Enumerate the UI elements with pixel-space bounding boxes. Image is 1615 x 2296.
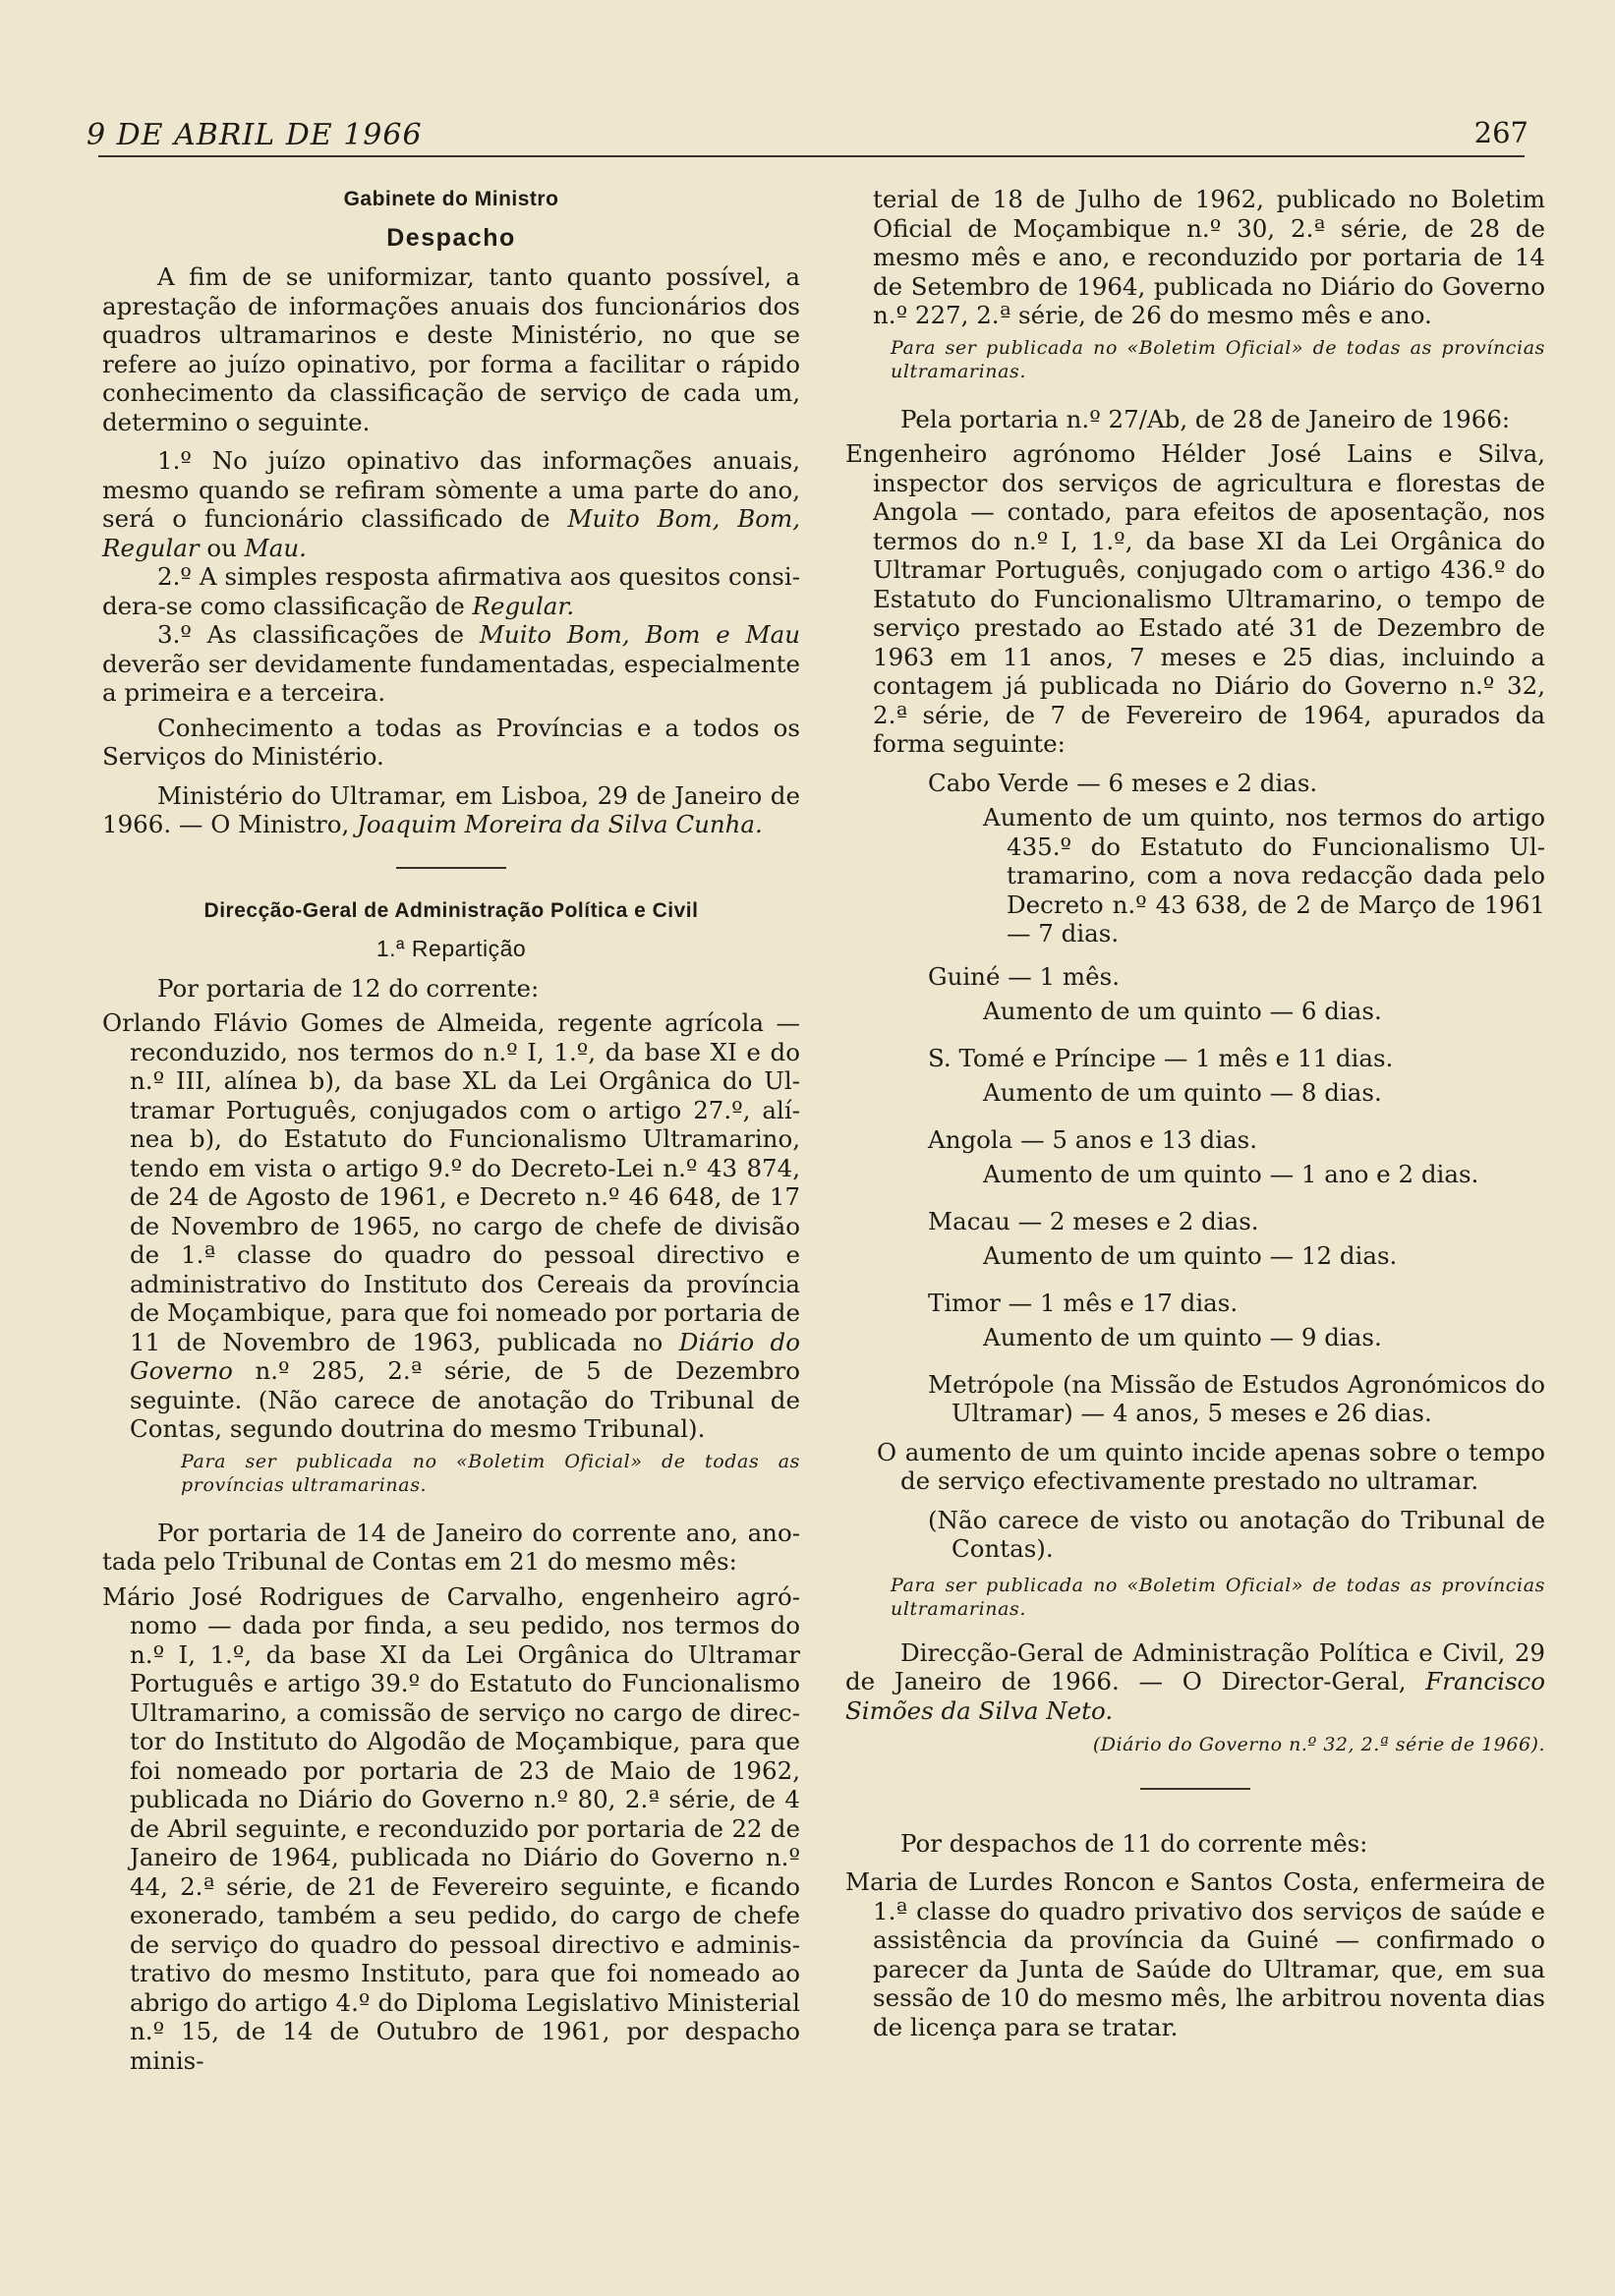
dispatch-item-1: 1.º No juízo opinativo das informações anuais, mesmo quando se refiram sòmente a uma parte do ano, será o funcionário classificado de Muito Bom, Bom, Regular ou Mau.: [102, 446, 800, 562]
cabinet-title: Gabinete do Ministro: [343, 188, 559, 210]
portaria-3-intro: Pela portaria n.º 27/Ab, de 28 de Janeiro de 1966:: [900, 404, 1511, 433]
despachos-intro: Por despachos de 11 do corrente mês:: [900, 1828, 1368, 1858]
portaria-2-continuation: terial de 18 de Julho de 1962, publicado no Boletim Oficial de Moçambique n.º 30, 2.ª série, de 28 de mesmo mês e ano, e reconduzido por portaria de 14 de Setembro de 1964, publicada no Diário do Governo n.º 227, 2.ª série, de 26 do mesmo mês e ano.: [873, 185, 1545, 329]
service-place: Timor — 1 mês e 17 dias.: [928, 1288, 1239, 1317]
directorate-title: Direcção-Geral de Administração Política e Civil: [203, 898, 699, 922]
portaria-2-text: Mário José Rodrigues de Carvalho, engenheiro agrónomo — dada por finda, a seu pedido, nos termos do n.º I, 1.º, da base XI da Lei Orgânica do Ultramar Português e artigo 39.º do Estatuto do Funcionalismo Ultramarino, a comissão de serviço no cargo de director do Instituto do Algodão de Moçambique, para que foi nomeado por portaria de 23 de Maio de 1962, publicada no Diário do Governo n.º 80, 2.ª série, de 4 de Abril seguinte, e reconduzido por portaria de 22 de Janeiro de 1964, publicada no Diário do Governo n.º 44, 2.ª série, de 21 de Fevereiro seguinte, e ficando exonerado, também a seu pedido, do cargo de chefe de serviço do quadro do pessoal directivo e administrativo do mesmo Instituto, para que foi nomeado ao abrigo do artigo 4.º do Diploma Legislativo Ministerial n.º 15, de 14 de Outubro de 1961, por despacho minis-: [102, 1581, 800, 2075]
portaria-1-text: Orlando Flávio Gomes de Almeida, regente agrícola — reconduzido, nos termos do n.º I, 1.º, da base XI e do n.º III, alínea b), da base XL da Lei Orgânica do Ultramar Português, conjugados com o artigo 27.º, alínea b), do Estatuto do Funcionalismo Ultramarino, tendo em vista o artigo 9.º do Decreto-Lei n.º 43 874, de 24 de Agosto de 1961, e Decreto n.º 46 648, de 17 de Novembro de 1965, no cargo de chefe de divisão de 1.ª classe do quadro do pessoal directivo e administrativo do Instituto dos Cereais da província de Moçambique, para que foi nomeado por portaria de 11 de Novembro de 1963, publicada no Diário do Governo n.º 285, 2.ª série, de 5 de Dezembro seguinte. (Não carece de anotação do Tribunal de Contas, segundo doutrina do mesmo Tribunal).: [102, 1008, 800, 1443]
despachos-text: Maria de Lurdes Roncon e Santos Costa, enfermeira de 1.ª classe do quadro privativo dos serviços de saúde e assistência da província da Guiné — confirmado o parecer da Junta de Saúde do Ultramar, que, em sua sessão de 10 do mesmo mês, lhe arbitrou noventa dias de licença para se tratar.: [845, 1867, 1545, 2041]
service-increase: Aumento de um quinto — 6 dias.: [983, 997, 1382, 1025]
dispatch-item-2: 2.º A simples resposta afirmativa aos quesitos considera-se como classificação de Regular.: [102, 562, 800, 620]
portaria-3-text: Engenheiro agrónomo Hélder José Lains e Silva, inspector dos serviços de agricultura e florestas de Angola — contado, para efeitos de aposentação, nos termos do n.º I, 1.º, da base XI da Lei Orgânica do Ultramar Português, conjugado com o artigo 436.º do Estatuto do Funcionalismo Ultramarino, o tempo de serviço prestado ao Estado até 31 de Dezembro de 1963 em 11 anos, 7 meses e 25 dias, incluindo a contagem já publicada no Diário do Governo n.º 32, 2.ª série, de 7 de Fevereiro de 1964, apurados da forma seguinte:: [845, 439, 1545, 758]
service-increase: Aumento de um quinto — 9 dias.: [983, 1323, 1382, 1351]
increase-note: O aumento de um quinto incide apenas sobre o tempo de serviço efectivamente prestado no ultramar.: [877, 1437, 1545, 1495]
service-metropole: Metrópole (na Missão de Estudos Agronómicos do Ultramar) — 4 anos, 5 meses e 26 dias.: [928, 1369, 1545, 1427]
dispatch-item-3: 3.º As classificações de Muito Bom, Bom e Mau deverão ser devidamente fundamentadas, especialmente a primeira e a terceira.: [102, 620, 800, 707]
service-place: Angola — 5 anos e 13 dias.: [928, 1124, 1258, 1154]
directorate-signature: Direcção-Geral de Administração Política e Civil, 29 de Janeiro de 1966. — O Director-Geral, Francisco Simões da Silva Neto.: [845, 1637, 1545, 1725]
service-increase: Aumento de um quinto — 8 dias.: [983, 1078, 1382, 1107]
service-place: Guiné — 1 mês.: [928, 961, 1121, 991]
publication-note: Para ser publicada no «Boletim Oficial» de todas as províncias ultramarinas.: [891, 1574, 1545, 1620]
service-place: S. Tomé e Príncipe — 1 mês e 11 dias.: [928, 1043, 1394, 1072]
dispatch-signature: Ministério do Ultramar, em Lisboa, 29 de Janeiro de 1966. — O Ministro, Joaquim Moreira da Silva Cunha.: [102, 780, 800, 838]
portaria-2-intro: Por portaria de 14 de Janeiro do corrente ano, anotada pelo Tribunal de Contas em 21 do mesmo mês:: [102, 1518, 800, 1576]
dispatch-title: Despacho: [386, 223, 516, 252]
dispatch-knowledge: Conhecimento a todas as Províncias e a todos os Serviços do Ministério.: [102, 713, 800, 771]
service-increase: Aumento de um quinto, nos termos do artigo 435.º do Estatuto do Funcionalismo Ultramarino, com a nova redacção dada pelo Decreto n.º 43 638, de 2 de Março de 1961 — 7 dias.: [983, 803, 1545, 947]
page-number: 267: [1473, 116, 1528, 149]
repartition-title: 1.ª Repartição: [375, 936, 527, 961]
left-column: [102, 185, 800, 2075]
source-reference: (Diário do Governo n.º 32, 2.ª série de 1966).: [1092, 1734, 1545, 1755]
right-column: [845, 185, 1545, 2041]
service-place: Macau — 2 meses e 2 dias.: [928, 1206, 1259, 1235]
publication-note: Para ser publicada no «Boletim Oficial» de todas as províncias ultramarinas.: [891, 336, 1545, 382]
page-date: 9 DE ABRIL DE 1966: [87, 118, 423, 152]
header-rule: [98, 155, 1525, 157]
dispatch-intro: A fim de se uniformizar, tanto quanto possível, a aprestação de informações anuais dos funcionários dos quadros ultramarinos e deste Ministério, no que se refere ao juízo opinativo, por forma a facilitar o rápido conhecimento da classificação de serviço de cada um, determino o seguinte.: [102, 262, 800, 436]
service-increase: Aumento de um quinto — 1 ano e 2 dias.: [983, 1160, 1479, 1188]
service-increase: Aumento de um quinto — 12 dias.: [983, 1241, 1398, 1270]
service-place: Cabo Verde — 6 meses e 2 dias.: [928, 768, 1318, 797]
visto-note: (Não carece de visto ou anotação do Tribunal de Contas).: [928, 1505, 1545, 1563]
publication-note: Para ser publicada no «Boletim Oficial» de todas as províncias ultramarinas.: [181, 1450, 800, 1496]
portaria-1-intro: Por portaria de 12 do corrente:: [157, 973, 540, 1003]
